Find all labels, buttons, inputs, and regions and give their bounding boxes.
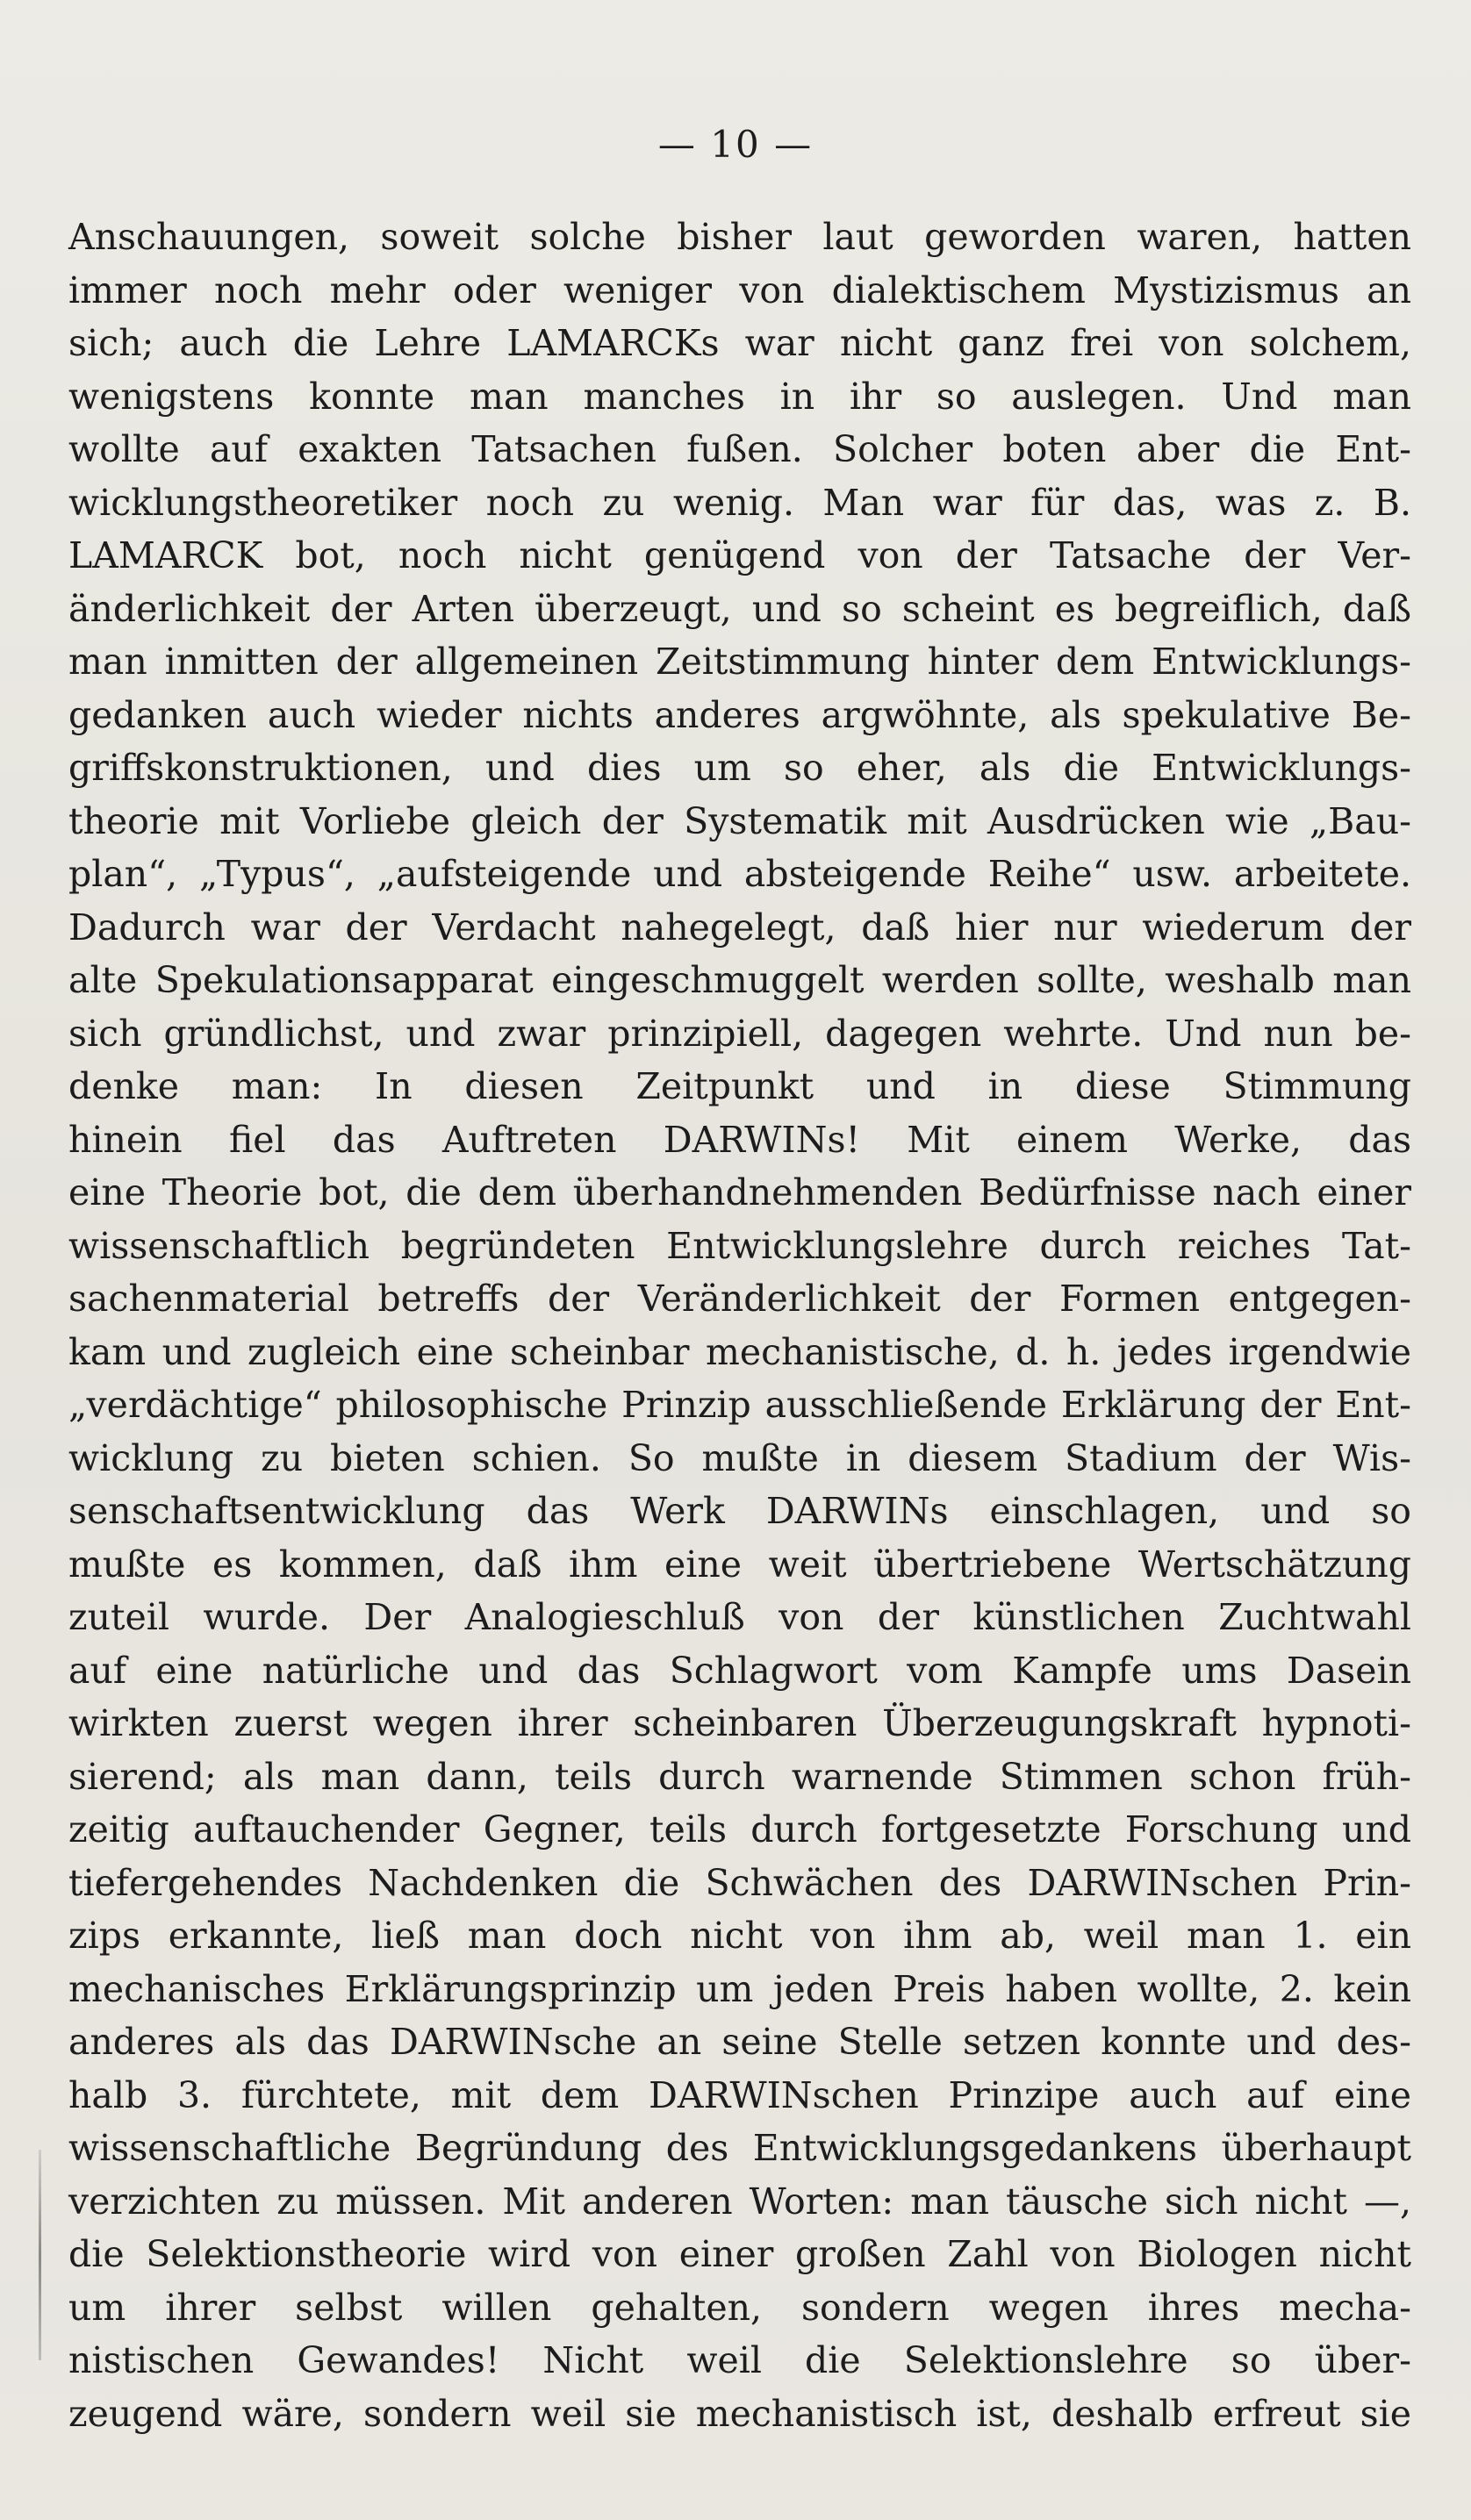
text-line: man inmitten der allgemeinen Zeitstimmung hinter dem Entwicklungs-	[68, 641, 1411, 683]
text-line: änderlichkeit der Arten überzeugt, und so scheint es begreiflich, daß	[68, 587, 1411, 630]
text-line: um ihrer selbst willen gehalten, sondern wegen ihres mecha-	[68, 2286, 1411, 2329]
text-line: halb 3. fürchtete, mit dem DARWINschen Prinzipe auch auf eine	[68, 2073, 1411, 2116]
text-line: sierend; als man dann, teils durch warnende Stimmen schon früh-	[68, 1755, 1411, 1798]
text-line: verzichten zu müssen. Mit anderen Worten: man täusche sich nicht —,	[68, 2180, 1411, 2223]
text-line: Anschauungen, soweit solche bisher laut geworden waren, hatten	[68, 216, 1411, 258]
text-line: „verdächtige“ philosophische Prinzip ausschließende Erklärung der Ent-	[68, 1384, 1411, 1426]
text-line: mechanisches Erklärungsprinzip um jeden Preis haben wollte, 2. kein	[68, 1967, 1411, 2010]
text-line: griffskonstruktionen, und dies um so eher, als die Entwicklungs-	[68, 747, 1411, 789]
text-line: zeitig auftauchender Gegner, teils durch fortgesetzte Forschung und	[68, 1808, 1411, 1851]
text-line: sich gründlichst, und zwar prinzipiell, dagegen wehrte. Und nun be-	[68, 1012, 1411, 1055]
text-line: eine Theorie bot, die dem überhandnehmenden Bedürfnisse nach einer	[68, 1171, 1411, 1213]
text-line: mußte es kommen, daß ihm eine weit übertriebene Wertschätzung	[68, 1543, 1411, 1586]
text-line: zuteil wurde. Der Analogieschluß von der künstlichen Zuchtwahl	[68, 1596, 1411, 1638]
text-line: sich; auch die Lehre LAMARCKs war nicht ganz frei von solchem,	[68, 322, 1411, 364]
text-line: Dadurch war der Verdacht nahegelegt, daß hier nur wiederum der	[68, 906, 1411, 949]
text-line: wissenschaftliche Begründung des Entwicklungsgedankens überhaupt	[68, 2127, 1411, 2169]
text-line: wicklungstheoretiker noch zu wenig. Man war für das, was z. B.	[68, 481, 1411, 524]
text-line: plan“, „Typus“, „aufsteigende und absteigende Reihe“ usw. arbeitete.	[68, 853, 1411, 895]
text-line: nistischen Gewandes! Nicht weil die Selektionslehre so über-	[68, 2339, 1411, 2381]
text-line: kam und zugleich eine scheinbar mechanistische, d. h. jedes irgendwie	[68, 1330, 1411, 1373]
text-line: anderes als das DARWINsche an seine Stelle setzen konnte und des-	[68, 2021, 1411, 2063]
text-line: wissenschaftlich begründeten Entwicklungslehre durch reiches Tat-	[68, 1224, 1411, 1267]
text-line: auf eine natürliche und das Schlagwort vom Kampfe ums Dasein	[68, 1649, 1411, 1692]
text-line: theorie mit Vorliebe gleich der Systematik mit Ausdrücken wie „Bau-	[68, 799, 1411, 842]
text-line: zips erkannte, ließ man doch nicht von ihm ab, weil man 1. ein	[68, 1915, 1411, 1957]
text-line: wirkten zuerst wegen ihrer scheinbaren Überzeugungskraft hypnoti-	[68, 1702, 1411, 1744]
text-line: hinein fiel das Auftreten DARWINs! Mit einem Werke, das	[68, 1118, 1411, 1161]
text-line: gedanken auch wieder nichts anderes argwöhnte, als spekulative Be-	[68, 693, 1411, 736]
text-line: die Selektionstheorie wird von einer großen Zahl von Biologen nicht	[68, 2233, 1411, 2275]
text-line: wollte auf exakten Tatsachen fußen. Solcher boten aber die Ent-	[68, 428, 1411, 470]
text-line: immer noch mehr oder weniger von dialektischem Mystizismus an	[68, 268, 1411, 311]
text-line: zeugend wäre, sondern weil sie mechanistisch ist, deshalb erfreut sie	[68, 2392, 1411, 2435]
text-line: senschaftsentwicklung das Werk DARWINs einschlagen, und so	[68, 1490, 1411, 1532]
body-text	[68, 211, 1411, 2440]
text-line: wicklung zu bieten schien. So mußte in diesem Stadium der Wis-	[68, 1436, 1411, 1479]
text-line: denke man: In diesen Zeitpunkt und in diese Stimmung	[68, 1065, 1411, 1107]
text-line: LAMARCK bot, noch nicht genügend von der Tatsache der Ver-	[68, 534, 1411, 576]
text-line: sachenmaterial betreffs der Veränderlichkeit der Formen entgegen-	[68, 1278, 1411, 1320]
text-line: tiefergehendes Nachdenken die Schwächen des DARWINschen Prin-	[68, 1861, 1411, 1904]
margin-pencil-mark	[39, 2150, 41, 2360]
page-number: — 10 —	[657, 123, 814, 166]
text-line: wenigstens konnte man manches in ihr so auslegen. Und man	[68, 375, 1411, 418]
text-line: alte Spekulationsapparat eingeschmuggelt werden sollte, weshalb man	[68, 959, 1411, 1001]
